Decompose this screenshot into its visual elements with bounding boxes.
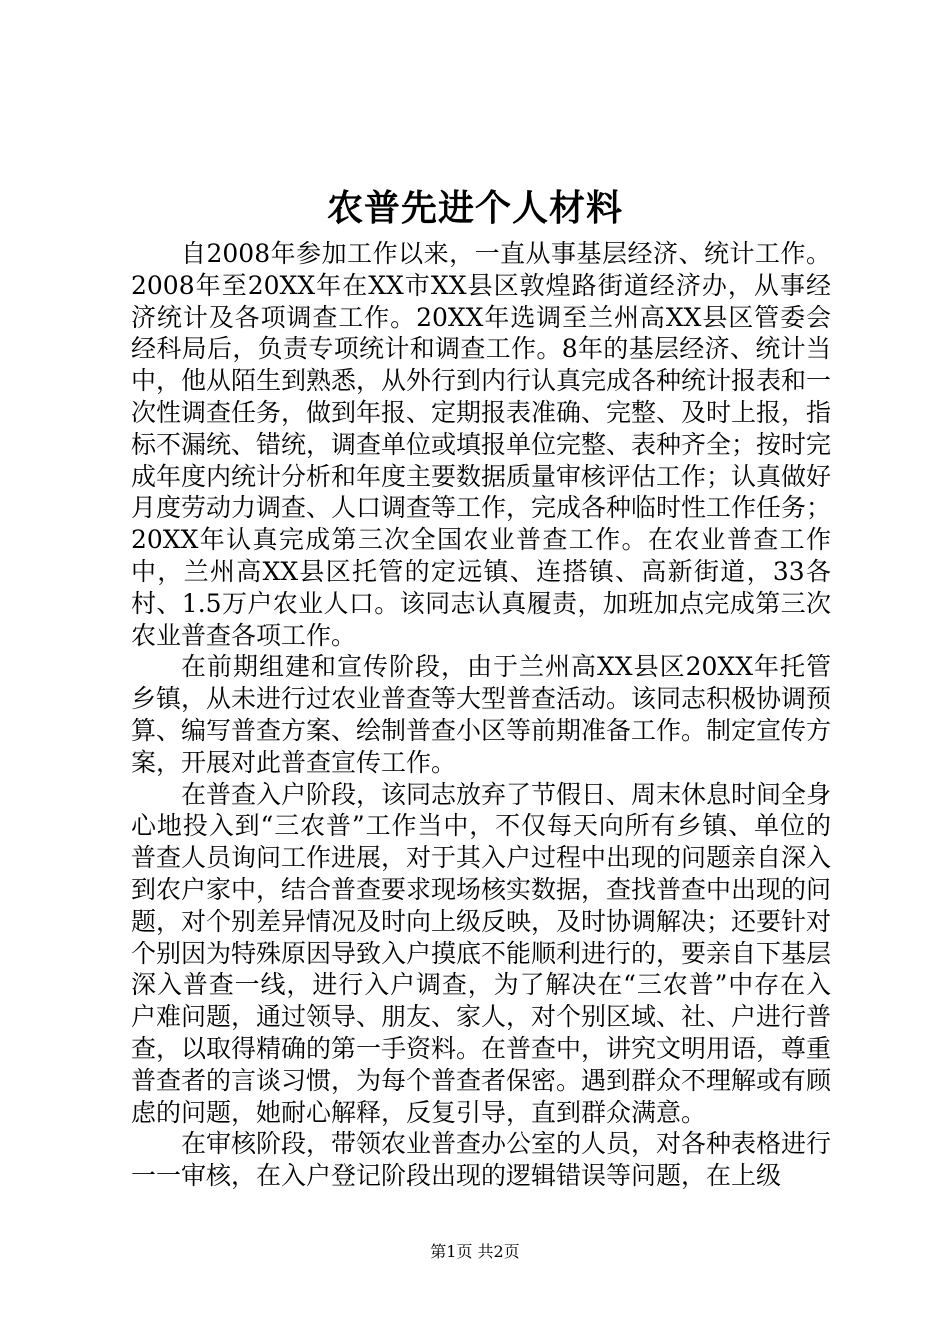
paragraph-preparation: 在前期组建和宣传阶段，由于兰州高XX县区20XX年托管乡镇，从未进行过农业普查等大型普查活动。该同志积极协调预算、编写普查方案、绘制普查小区等前期准备工作。制定宣传方案，开展对此普查宣传工作。	[131, 652, 832, 777]
paragraph-enumeration: 在普查入户阶段，该同志放弃了节假日、周末休息时间全身心地投入到“三农普”工作当中，不仅每天向所有乡镇、单位的普查人员询问工作进展，对于其入户过程中出现的问题亲自深入到农户家中，结合普查要求现场核实数据，查找普查中出现的问题，对个别差异情况及时向上级反映，及时协调解决；还要针对个别因为特殊原因导致入户摸底不能顺利进行的，要亲自下基层深入普查一线，进行入户调查，为了解决在“三农普”中存在入户难问题，通过领导、朋友、家人，对个别区域、社、户进行普查，以取得精确的第一手资料。在普查中，讲究文明用语，尊重普查者的言谈习惯，为每个普查者保密。遇到群众不理解或有顾虑的问题，她耐心解释，反复引导，直到群众满意。	[131, 779, 832, 1127]
document-title: 农普先进个人材料	[326, 187, 623, 229]
document-body	[131, 238, 831, 1192]
page-number-footer: 第1页 共2页	[430, 1242, 520, 1261]
paragraph-intro: 自2008年参加工作以来，一直从事基层经济、统计工作。2008年至20XX年在XX市XX县区敦煌路街道经济办，从事经济统计及各项调查工作。20XX年选调至兰州高XX县区管委会经科局后，负责专项统计和调查工作。8年的基层经济、统计当中，他从陌生到熟悉，从外行到内行认真完成各种统计报表和一次性调查任务，做到年报、定期报表准确、完整、及时上报，指标不漏统、错统，调查单位或填报单位完整、表种齐全；按时完成年度内统计分析和年度主要数据质量审核评估工作；认真做好月度劳动力调查、人口调查等工作，完成各种临时性工作任务；20XX年认真完成第三次全国农业普查工作。在农业普查工作中，兰州高XX县区托管的定远镇、连搭镇、高新街道，33各村、1.5万户农业人口。该同志认真履责，加班加点完成第三次农业普查各项工作。	[131, 239, 832, 650]
paragraph-review: 在审核阶段，带领农业普查办公室的人员，对各种表格进行一一审核，在入户登记阶段出现的逻辑错误等问题，在上级	[131, 1129, 832, 1191]
